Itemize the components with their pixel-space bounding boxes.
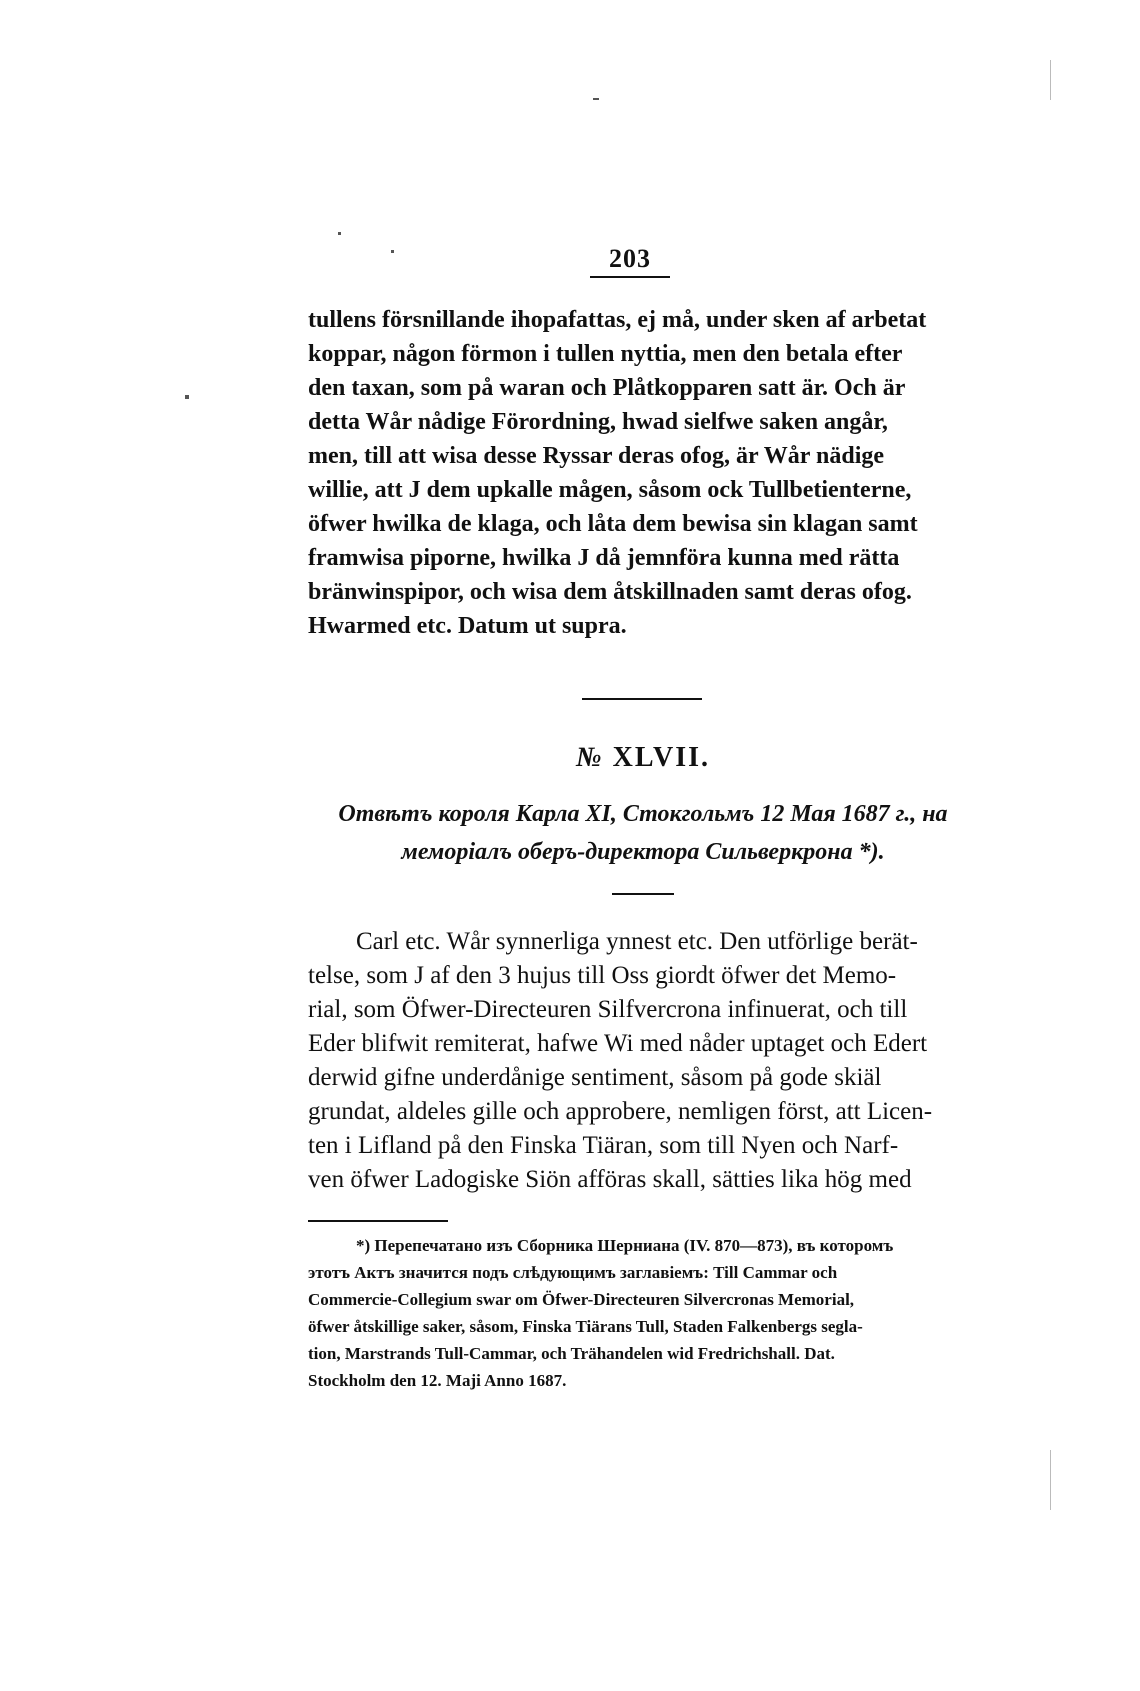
heading-divider — [612, 893, 674, 895]
scan-edge-line — [1050, 60, 1051, 100]
footnote-line: этотъ Актъ значится подъ слѣдующимъ заглавіемъ: Till Cammar och — [308, 1263, 838, 1282]
scan-speck — [338, 232, 341, 235]
body-paragraph — [308, 925, 978, 1197]
paragraph-line: rial, som Öfwer-Directeuren Silfvercrona infinuerat, och till — [308, 996, 908, 1023]
heading-line: меморіалъ оберъ-директора Сильверкрона *). — [401, 839, 885, 865]
footnote-divider — [308, 1220, 448, 1222]
scan-speck — [185, 395, 189, 399]
paragraph-line: tullens försnillande ihopafattas, ej må, under sken af arbetat — [308, 307, 927, 333]
paragraph-line: telse, som J af den 3 hujus till Oss giordt öfwer det Memo- — [308, 962, 897, 989]
document-heading — [308, 795, 978, 871]
document-number — [308, 742, 978, 774]
scan-speck — [593, 98, 599, 100]
paragraph-line: derwid gifne underdånige sentiment, såsom på gode skiäl — [308, 1064, 882, 1091]
paragraph-line: den taxan, som på waran och Plåtkopparen satt är. Och är — [308, 375, 906, 401]
paragraph-line: ten i Lifland på den Finska Tiäran, som till Nyen och Narf- — [308, 1132, 899, 1159]
number-sign: № — [576, 742, 604, 773]
scan-speck — [391, 250, 394, 253]
paragraph-line: Eder blifwit remiterat, hafwe Wi med nåder uptaget och Edert — [308, 1030, 928, 1057]
paragraph-line: ven öfwer Ladogiske Siön afföras skall, sätties lika hög med — [308, 1166, 912, 1193]
footnote-line: Stockholm den 12. Maji Anno 1687. — [308, 1371, 567, 1390]
paragraph-line: Hwarmed etc. Datum ut supra. — [308, 613, 627, 639]
document-number-value: XLVII. — [612, 742, 710, 773]
paragraph-line: men, till att wisa desse Ryssar deras ofog, är Wår nädige — [308, 443, 885, 469]
footnote-line: Commercie-Collegium swar om Öfwer-Directeuren Silvercronas Memorial, — [308, 1290, 855, 1309]
paragraph-line: bränwinspipor, och wisa dem åtskillnaden samt deras ofog. — [308, 579, 912, 605]
paragraph-line: öfwer hwilka de klaga, och låta dem bewisa sin klagan samt — [308, 511, 918, 537]
page-number: 203 — [590, 244, 670, 278]
paragraph-line: framwisa piporne, hwilka J då jemnföra kunna med rätta — [308, 545, 900, 571]
paragraph-line: grundat, aldeles gille och approbere, nemligen först, att Licen- — [308, 1098, 933, 1125]
footnote-line: tion, Marstrands Tull-Cammar, och Trähandelen wid Fredrichshall. Dat. — [308, 1344, 835, 1363]
top-paragraph — [308, 303, 978, 643]
footnote-line: *) Перепечатано изъ Сборника Шерниана (IV. 870—873), въ которомъ — [356, 1236, 894, 1255]
footnote — [308, 1232, 978, 1394]
paragraph-line: Carl etc. Wår synnerliga ynnest etc. Den utförlige berät- — [356, 928, 918, 955]
paragraph-line: koppar, någon förmon i tullen nyttia, men den betala efter — [308, 341, 903, 367]
heading-line: Отвѣтъ короля Карла XI, Стокгольмъ 12 Мая 1687 г., на — [338, 801, 948, 827]
footnote-line: öfwer åtskillige saker, såsom, Finska Tiärans Tull, Staden Falkenbergs segla- — [308, 1317, 863, 1336]
paragraph-line: detta Wår nådige Förordning, hwad sielfwe saken angår, — [308, 409, 888, 435]
scan-edge-line — [1050, 1450, 1051, 1510]
paragraph-line: willie, att J dem upkalle mågen, såsom ock Tullbetienterne, — [308, 477, 912, 503]
section-divider — [582, 698, 702, 700]
